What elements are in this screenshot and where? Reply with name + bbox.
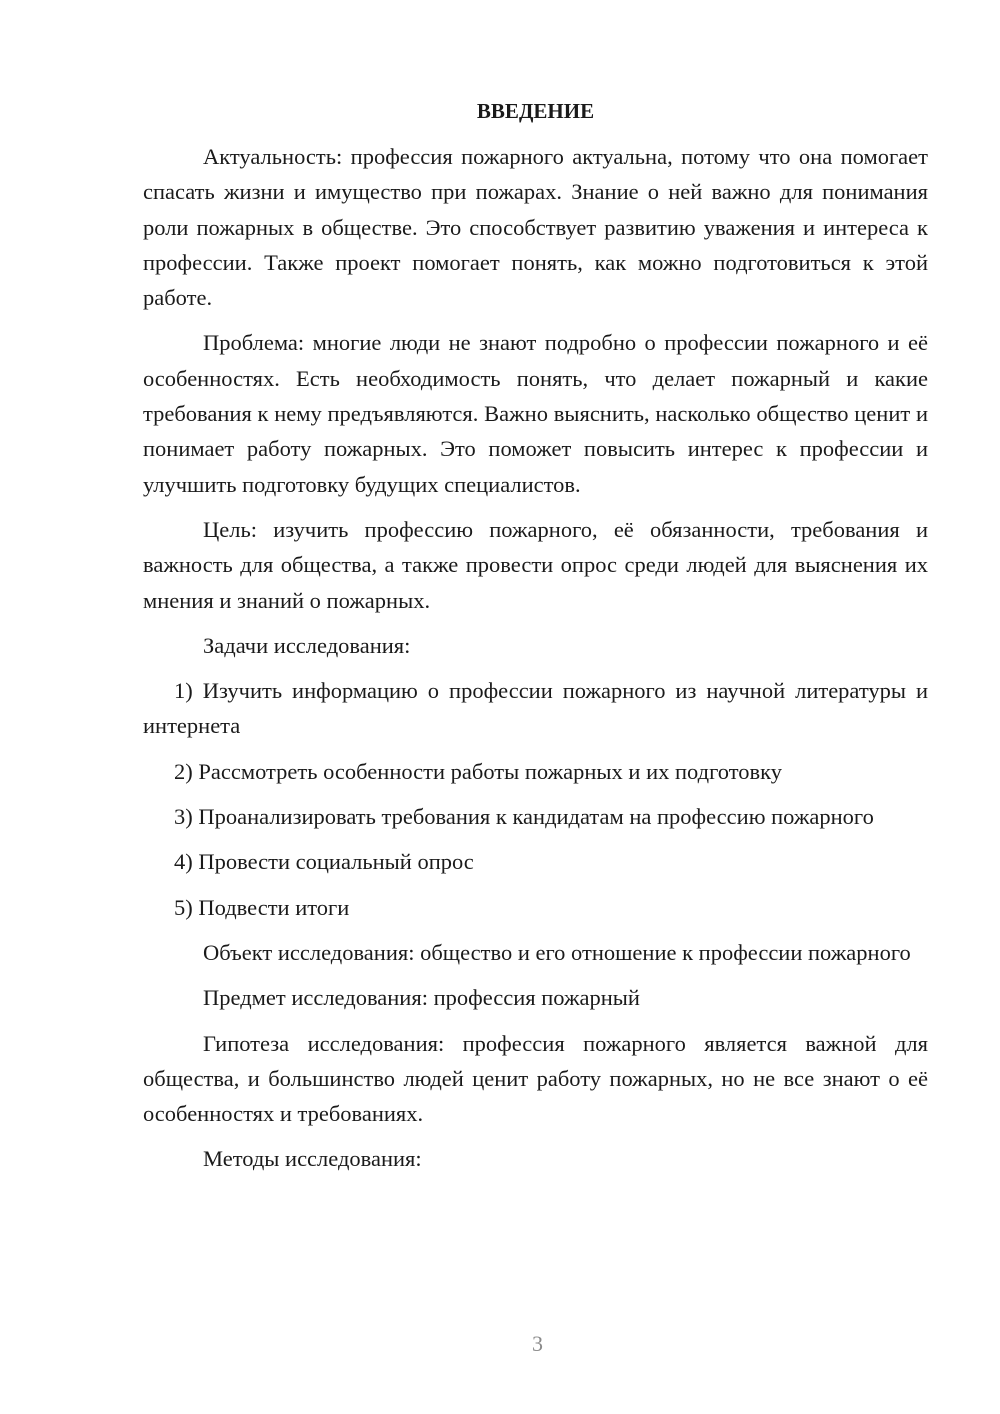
task-item: 5) Подвести итоги — [174, 894, 350, 920]
methods-paragraph: Методы исследования: — [203, 1146, 422, 1172]
object-paragraph: Объект исследования: общество и его отношение к профессии пожарного — [203, 939, 911, 965]
page-number: 3 — [532, 1331, 543, 1356]
tasks-list — [143, 673, 928, 925]
task-item: 3) Проанализировать требования к кандидатам на профессию пожарного — [174, 804, 874, 830]
task-item: 2) Рассмотреть особенности работы пожарных и их подготовку — [174, 758, 782, 784]
subject-paragraph: Предмет исследования: профессия пожарный — [203, 985, 640, 1011]
task-item: 1) Изучить информацию о профессии пожарного из научной литературы и интернета — [143, 678, 928, 739]
relevance-paragraph: Актуальность: профессия пожарного актуальна, потому что она помогает спасать жизни и имущество при пожарах. Знание о ней важно для понимания роли пожарных в обществе. Это способствует развитию уважения и интереса к профессии. Также проект помогает понять, как можно подготовиться к этой работе. — [143, 144, 928, 311]
hypothesis-paragraph: Гипотеза исследования: профессия пожарного является важной для общества, и большинство людей ценит работу пожарных, но не все знают о её особенностях и требованиях. — [143, 1030, 928, 1127]
section-heading: ВВЕДЕНИЕ — [476, 99, 595, 123]
tasks-intro: Задачи исследования: — [203, 632, 411, 658]
document-body — [143, 94, 928, 1187]
task-item: 4) Провести социальный опрос — [174, 849, 474, 875]
problem-paragraph: Проблема: многие люди не знают подробно о профессии пожарного и её особенностях. Есть необходимость понять, что делает пожарный и какие требования к нему предъявляются. Важно выяснить, насколько общество ценит и понимает работу пожарных. Это поможет повысить интерес к профессии и улучшить подготовку будущих специалистов. — [143, 330, 928, 497]
goal-paragraph: Цель: изучить профессию пожарного, её обязанности, требования и важность для общества, а также провести опрос среди людей для выяснения их мнения и знаний о пожарных. — [143, 516, 928, 613]
